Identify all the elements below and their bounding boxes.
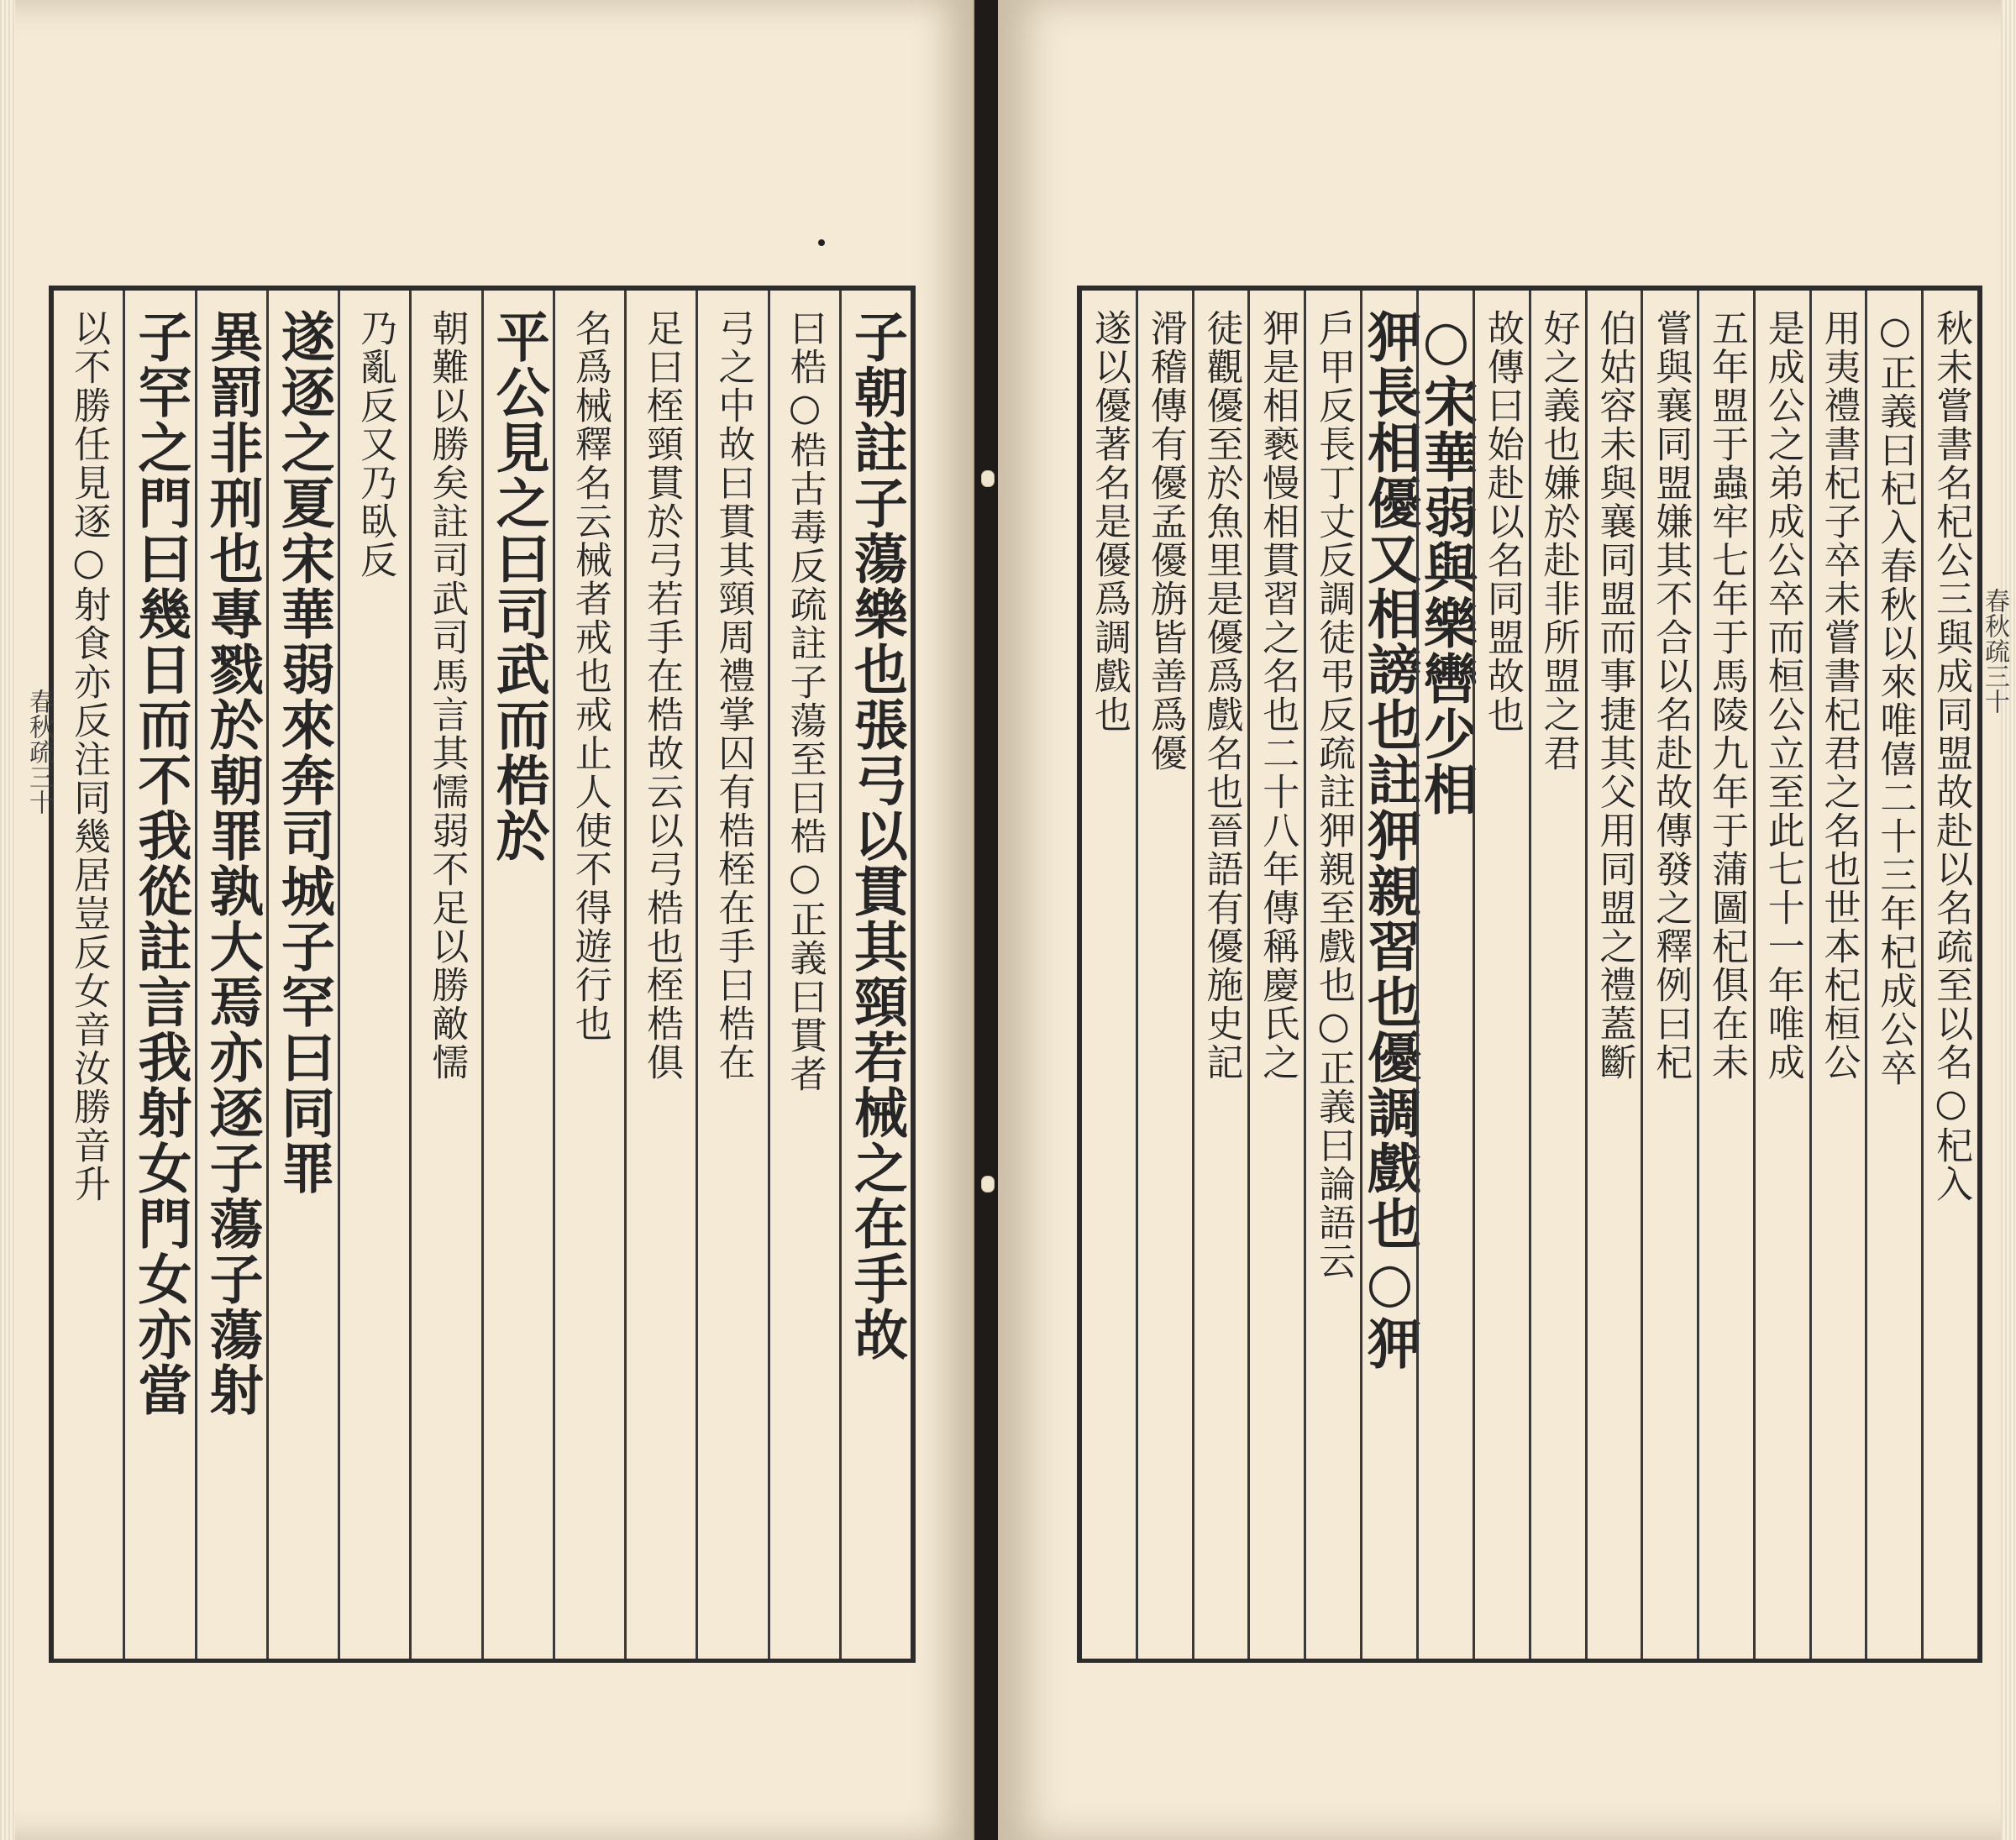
column-text: 狎長相優又相謗也註狎親習也優調戲也○狎 bbox=[1357, 309, 1421, 1371]
right-column-16 bbox=[1082, 291, 1136, 1659]
left-column-5 bbox=[553, 291, 624, 1659]
column-text: ○正義曰杞入春秋以來唯僖二十三年杞成公卒 bbox=[1873, 309, 1917, 1088]
column-text: 以不勝任見逐○射食亦反注同幾居豈反女音汝勝音升 bbox=[67, 309, 111, 1203]
column-text: 子罕之門曰幾日而不我從註言我射女門女亦當 bbox=[129, 309, 192, 1418]
column-text: 用夷禮書杞子卒未嘗書杞君之名也世本杞桓公 bbox=[1817, 309, 1861, 1082]
gutter-fold bbox=[973, 0, 974, 1840]
column-text: 曰梏○梏古毒反疏註子蕩至曰梏○正義曰貫者 bbox=[783, 309, 827, 1093]
left-column-10 bbox=[195, 291, 266, 1659]
left-column-8 bbox=[338, 291, 409, 1659]
column-text: 弓之中故曰貫其頸周禮掌囚有梏桎在手曰梏在 bbox=[711, 309, 755, 1082]
left-page-edge bbox=[0, 0, 15, 1840]
right-column-8 bbox=[1529, 291, 1585, 1659]
column-text: 異罰非刑也專戮於朝罪孰大焉亦逐子蕩子蕩射 bbox=[200, 309, 264, 1418]
left-column-4 bbox=[624, 291, 696, 1659]
column-text: 遂逐之夏宋華弱來奔司城子罕曰同罪 bbox=[271, 309, 335, 1196]
right-column-14 bbox=[1192, 291, 1248, 1659]
column-text: 遂以優著名是優爲調戲也 bbox=[1087, 309, 1131, 734]
right-page-edge bbox=[2001, 0, 2016, 1840]
right-column-3 bbox=[1809, 291, 1866, 1659]
right-column-1 bbox=[1921, 291, 1977, 1659]
left-column-6 bbox=[481, 291, 553, 1659]
right-column-7 bbox=[1585, 291, 1641, 1659]
column-text: 足曰桎頸貫於弓若手在梏故云以弓梏也桎梏俱 bbox=[640, 309, 684, 1082]
column-text: 故傳曰始赴以名同盟故也 bbox=[1480, 309, 1524, 734]
column-text: 五年盟于蟲牢七年于馬陵九年于蒲圖杞俱在未 bbox=[1704, 309, 1748, 1082]
binding-thread bbox=[981, 470, 995, 487]
left-column-9 bbox=[266, 291, 338, 1659]
column-text: ○宋華弱與樂轡少相 bbox=[1414, 309, 1478, 817]
binding-thread bbox=[981, 1176, 995, 1193]
right-column-9 bbox=[1473, 291, 1529, 1659]
left-column-12 bbox=[54, 291, 123, 1659]
left-column-11 bbox=[123, 291, 194, 1659]
left-column-2 bbox=[768, 291, 839, 1659]
right-column-5 bbox=[1697, 291, 1753, 1659]
right-page bbox=[998, 0, 2016, 1840]
left-column-1 bbox=[839, 291, 911, 1659]
column-text: 戶甲反長丁丈反調徒弔反疏註狎親至戲也○正義曰論語云 bbox=[1312, 309, 1356, 1281]
column-text: 徒觀優至於魚里是優爲戲名也晉語有優施史記 bbox=[1200, 309, 1243, 1082]
right-column-13 bbox=[1247, 291, 1304, 1659]
column-text: 嘗與襄同盟嫌其不合以名赴故傳發之釋例曰杞 bbox=[1649, 309, 1693, 1082]
column-text: 乃亂反又乃臥反 bbox=[354, 309, 397, 579]
right-column-6 bbox=[1641, 291, 1697, 1659]
left-margin-label: 春秋疏三十 bbox=[24, 689, 54, 815]
column-text: 子朝註子蕩樂也張弓以貫其頸若械之在手故 bbox=[844, 309, 908, 1362]
left-text-frame bbox=[49, 286, 916, 1663]
right-column-4 bbox=[1753, 291, 1809, 1659]
column-text: 狎是相褻慢相貫習之名也二十八年傳稱慶氏之 bbox=[1256, 309, 1299, 1082]
right-column-12 bbox=[1304, 291, 1360, 1659]
right-column-11 bbox=[1357, 291, 1421, 1659]
column-text: 伯姑容未與襄同盟而事捷其父用同盟之禮蓋斷 bbox=[1593, 309, 1636, 1082]
right-column-15 bbox=[1136, 291, 1192, 1659]
column-text: 滑稽傳有優孟優旃皆善爲優 bbox=[1143, 309, 1187, 773]
right-column-10 bbox=[1414, 291, 1478, 1659]
left-column-7 bbox=[409, 291, 480, 1659]
column-text: 秋未嘗書名杞公三與成同盟故赴以名疏至以名○杞入 bbox=[1929, 309, 1973, 1203]
column-text: 好之義也嫌於赴非所盟之君 bbox=[1536, 309, 1580, 773]
column-text: 平公見之曰司武而梏於 bbox=[486, 309, 550, 863]
right-column-2 bbox=[1865, 291, 1921, 1659]
column-text: 朝難以勝矣註司武司馬言其懦弱不足以勝敵懦 bbox=[425, 309, 469, 1082]
column-text: 是成公之弟成公卒而桓公立至此七十一年唯成 bbox=[1761, 309, 1804, 1082]
right-text-frame bbox=[1077, 286, 1982, 1663]
left-column-3 bbox=[696, 291, 767, 1659]
right-margin-label: 春秋疏三十 bbox=[1980, 588, 2009, 714]
ink-dot bbox=[818, 239, 825, 246]
left-page bbox=[0, 0, 973, 1840]
column-text: 名爲械釋名云械者戒也戒止人使不得遊行也 bbox=[568, 309, 612, 1043]
